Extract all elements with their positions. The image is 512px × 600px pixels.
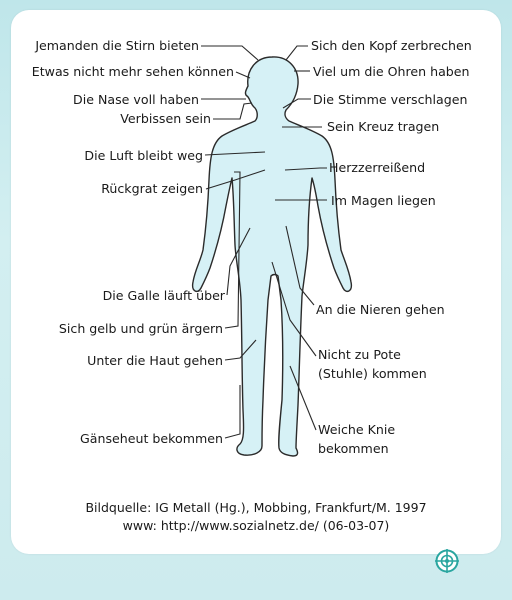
label-nieren: An die Nieren gehen — [316, 302, 445, 317]
label-kopf: Sich den Kopf zerbrechen — [311, 38, 472, 53]
label-gaensehaut: Gänseheut bekommen — [80, 431, 223, 446]
leader-verbissen — [213, 103, 252, 119]
label-knie-2: bekommen — [318, 441, 389, 456]
label-kreuz: Sein Kreuz tragen — [327, 119, 440, 134]
label-luft: Die Luft bleibt weg — [84, 148, 203, 163]
label-galle: Die Galle läuft über — [102, 288, 225, 303]
leader-kopf — [286, 46, 308, 60]
leader-gaensehaut — [225, 385, 240, 438]
label-knie-1: Weiche Knie — [318, 422, 396, 437]
label-aergern: Sich gelb und grün ärgern — [58, 321, 223, 336]
label-pote-2: (Stuhle) kommen — [318, 366, 427, 381]
label-ohren: Viel um die Ohren haben — [313, 64, 470, 79]
caption-web: www: http://www.sozialnetz.de/ (06-03-07) — [122, 518, 390, 533]
label-haut: Unter die Haut gehen — [87, 353, 223, 368]
leader-stirn — [201, 46, 258, 60]
label-stimme: Die Stimme verschlagen — [313, 92, 468, 107]
body-silhouette — [193, 57, 352, 456]
label-verbissen: Verbissen sein — [120, 111, 211, 126]
label-magen: Im Magen liegen — [331, 193, 436, 208]
label-rueckgrat: Rückgrat zeigen — [101, 181, 203, 196]
label-herz: Herzzerreißend — [329, 160, 426, 175]
label-stirn: Jemanden die Stirn bieten — [35, 38, 199, 53]
compass-target-icon[interactable] — [434, 548, 460, 574]
label-sehen: Etwas nicht mehr sehen können — [31, 64, 234, 79]
label-pote-1: Nicht zu Pote — [318, 347, 401, 362]
label-nase: Die Nase voll haben — [73, 92, 199, 107]
caption-source: Bildquelle: IG Metall (Hg.), Mobbing, Frankfurt/M. 1997 — [85, 500, 427, 515]
